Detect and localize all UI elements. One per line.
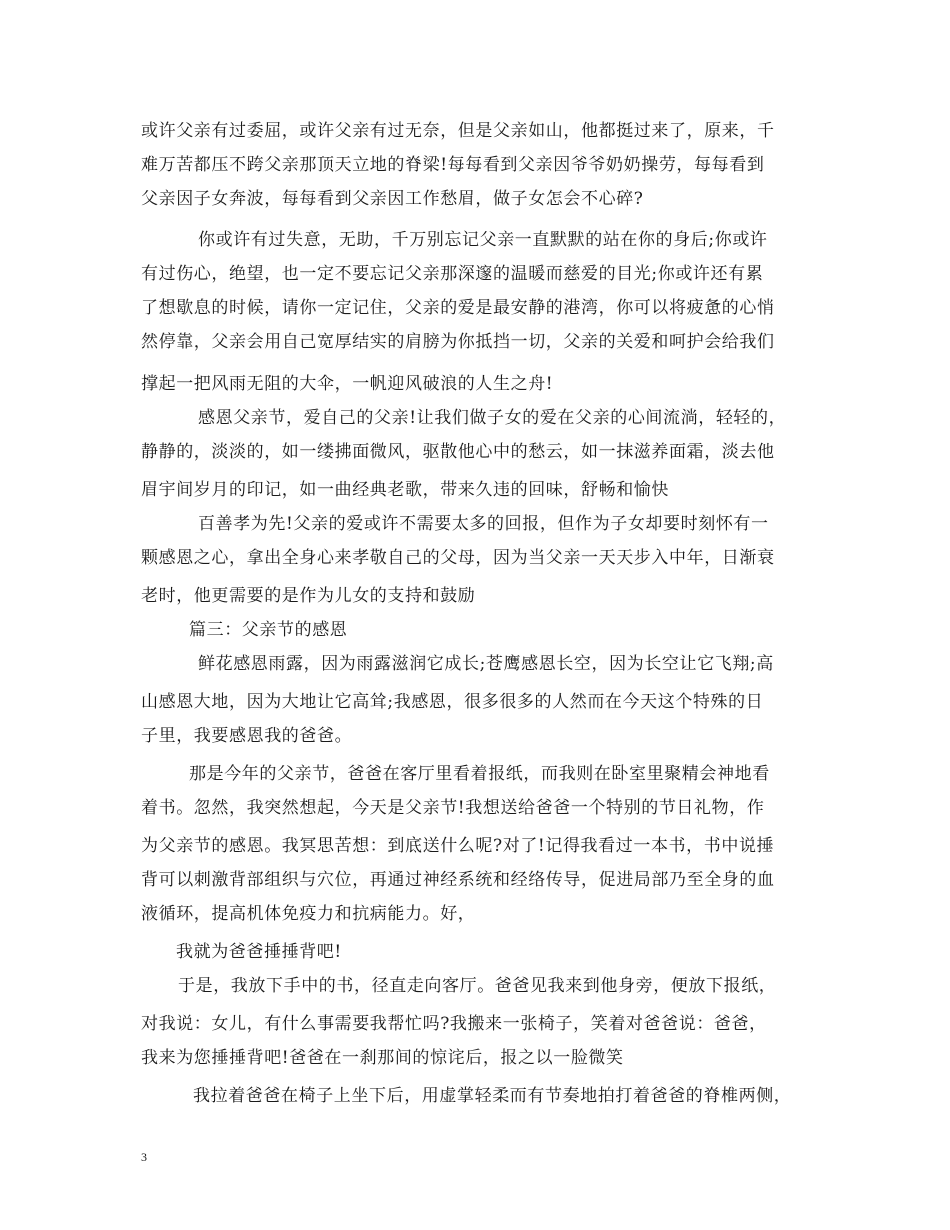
- text-line: 静静的，淡淡的，如一缕拂面微风，驱散他心中的愁云，如一抹滋养面霜，淡去他: [141, 442, 775, 462]
- text-line: 我来为您捶捶背吧!爸爸在一刹那间的惊诧后，报之以一脸微笑: [141, 1048, 624, 1068]
- text-line: 老时，他更需要的是作为儿女的支持和鼓励: [141, 586, 476, 606]
- text-line: 着书。忽然，我突然想起，今天是父亲节!我想送给爸爸一个特别的节日礼物，作: [141, 798, 765, 818]
- text-line: 你或许有过失意，无助，千万别忘记父亲一直默默的站在你的身后;你或许: [198, 230, 768, 250]
- page-number: 3: [141, 1150, 147, 1164]
- text-line: 那是今年的父亲节，爸爸在客厅里看着报纸，而我则在卧室里聚精会神地看: [189, 764, 770, 784]
- text-line: 背可以刺激背部组织与穴位，再通过神经系统和经络传导，促进局部乃至全身的血: [141, 870, 775, 890]
- text-line: 撑起一把风雨无阻的大伞，一帆迎风破浪的人生之舟!: [141, 374, 554, 394]
- text-line: 于是，我放下手中的书，径直走向客厅。爸爸见我来到他身旁，便放下报纸，: [178, 976, 777, 996]
- text-line: 我就为爸爸捶捶背吧!: [176, 942, 342, 962]
- text-line: 对我说：女儿，有什么事需要我帮忙吗?我搬来一张椅子，笑着对爸爸说：爸爸，: [141, 1014, 767, 1034]
- text-line: 子里，我要感恩我的爸爸。: [141, 726, 353, 746]
- text-line: 鲜花感恩雨露，因为雨露滋润它成长;苍鹰感恩长空，因为长空让它飞翔;高: [198, 654, 774, 674]
- text-line: 难万苦都压不跨父亲那顶天立地的脊梁!每每看到父亲因爷爷奶奶操劳，每每看到: [141, 155, 765, 175]
- text-line: 父亲因子女奔波，每每看到父亲因工作愁眉，做子女怎会不心碎?: [141, 189, 644, 209]
- text-line: 为父亲节的感恩。我冥思苦想：到底送什么呢?对了!记得我看过一本书，书中说捶: [141, 836, 775, 856]
- text-line: 颗感恩之心，拿出全身心来孝敬自己的父母，因为当父亲一天天步入中年，日渐衰: [141, 548, 775, 568]
- text-line: 我拉着爸爸在椅子上坐下后，用虚掌轻柔而有节奏地拍打着爸爸的脊椎两侧，: [193, 1086, 792, 1106]
- text-line: 或许父亲有过委屈，或许父亲有过无奈，但是父亲如山，他都挺过来了，原来，千: [141, 121, 775, 141]
- text-line: 有过伤心，绝望，也一定不要忘记父亲那深邃的温暖而慈爱的目光;你或许还有累: [141, 264, 764, 284]
- text-line: 感恩父亲节，爱自己的父亲!让我们做子女的爱在父亲的心间流淌，轻轻的，: [198, 408, 787, 428]
- text-line: 眉宇间岁月的印记，如一曲经典老歌，带来久违的回味，舒畅和愉快: [141, 480, 669, 500]
- text-line: 百善孝为先!父亲的爱或许不需要太多的回报，但作为子女却要时刻怀有一: [198, 514, 769, 534]
- text-line: 山感恩大地，因为大地让它高耸;我感恩，很多很多的人然而在今天这个特殊的日: [141, 692, 764, 712]
- text-line: 了想歇息的时候，请你一定记住，父亲的爱是最安静的港湾，你可以将疲惫的心悄: [141, 298, 775, 318]
- text-line: 然停靠，父亲会用自己宽厚结实的肩膀为你抵挡一切，父亲的关爱和呵护会给我们: [141, 332, 775, 352]
- section-heading: 篇三：父亲节的感恩: [189, 620, 348, 640]
- text-line: 液循环，提高机体免疫力和抗病能力。好，: [141, 904, 476, 924]
